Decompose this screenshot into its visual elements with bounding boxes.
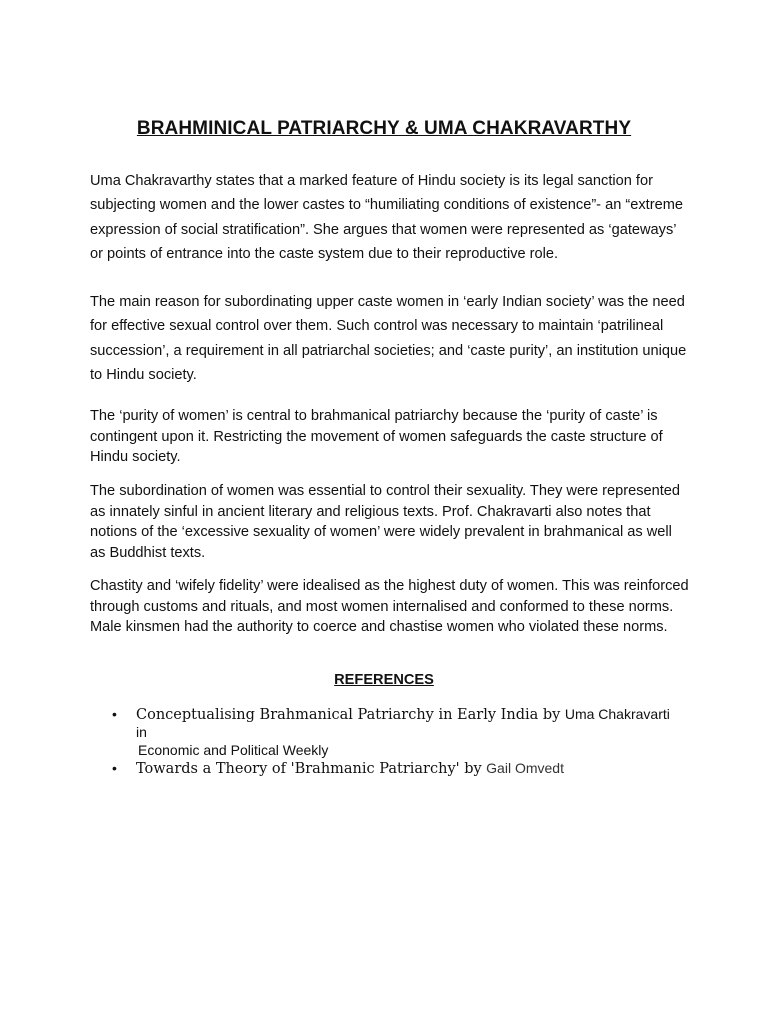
reference-author: Gail Omvedt [486,760,564,776]
bullet-icon: • [112,706,117,722]
paragraph-1: Uma Chakravarthy states that a marked feature of Hindu society is its legal sanction for subjecting women and the lower castes to “humiliating conditions of existence”- an “extreme expression of social stratification”. She argues that women were represented as ‘gateways’ or points of entrance into the caste system due to their reproductive role. [90,173,683,262]
reference-title: Conceptualising Brahmanical Patriarchy in Early India by [136,707,561,723]
paragraph-2: The main reason for subordinating upper caste women in ‘early Indian society’ was the need for effective sexual control over them. Such control was necessary to maintain ‘patrilineal succession’, a requirement in all patriarchal societies; and ‘caste purity’, an institution unique to Hindu society. [90,294,687,383]
references-heading: REFERENCES [334,672,434,688]
paragraph-3: The ‘purity of women’ is central to brahmanical patriarchy because the ‘purity of caste’ is contingent upon it. Restricting the movement of women safeguards the caste structure of Hindu society. [90,408,663,466]
reference-journal: Economic and Political Weekly [138,742,329,758]
reference-connector: in [136,724,147,740]
reference-author: Uma Chakravarti [564,706,670,722]
paragraph-4: The subordination of women was essential to control their sexuality. They were represented as innately sinful in ancient literary and religious texts. Prof. Chakravarti also notes that notions of the ‘excessive sexuality of women’ were widely prevalent in brahmanical as well as Buddhist texts. [90,483,681,562]
reference-body [136,704,692,758]
document-title: BRAHMINICAL PATRIARCHY & UMA CHAKRAVARTHY [136,118,632,139]
reference-title: Towards a Theory of 'Brahmanic Patriarchy' by [136,761,482,777]
paragraph-5: Chastity and ‘wifely fidelity’ were idealised as the highest duty of women. This was reinforced through customs and rituals, and most women internalised and conformed to these norms. Male kinsmen had the authority to coerce and chastise women who violated these norms. [90,578,689,636]
reference-body [136,758,692,779]
bullet-icon: • [112,760,117,776]
